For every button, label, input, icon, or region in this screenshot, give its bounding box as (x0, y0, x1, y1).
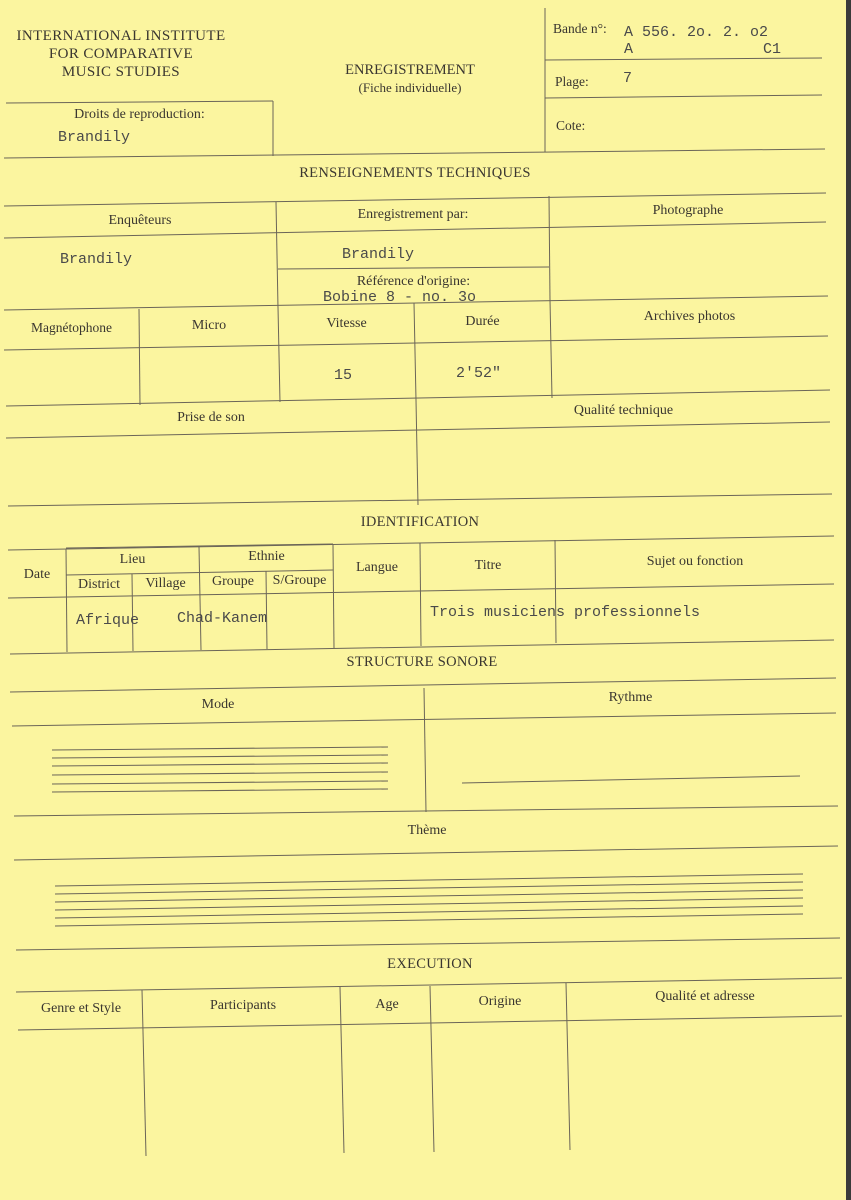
ethnie-label: Ethnie (248, 549, 285, 564)
bande-value-line2a: A (624, 41, 634, 58)
langue-label: Langue (356, 560, 398, 575)
mode-label: Mode (201, 697, 235, 712)
bande-label: Bande n°: (553, 21, 607, 36)
bande-value-line2b: C1 (763, 41, 782, 58)
section-technique: RENSEIGNEMENTS TECHNIQUES (299, 165, 531, 181)
form-subtitle: (Fiche individuelle) (358, 80, 462, 95)
micro-label: Micro (191, 318, 227, 333)
rythme-label: Rythme (608, 690, 653, 705)
section-execution: EXECUTION (387, 956, 473, 972)
ethnie-value: Chad-Kanem (177, 610, 268, 627)
droits-label: Droits de reproduction: (74, 107, 205, 122)
magnetophone-label: Magnétophone (31, 320, 112, 335)
qualite-technique-label: Qualité technique (573, 403, 674, 418)
participants-label: Participants (209, 998, 277, 1013)
prise-label: Prise de son (177, 410, 245, 425)
enregistrement-value: Brandily (342, 246, 415, 263)
droits-value: Brandily (58, 129, 131, 146)
qualite-adresse-label: Qualité et adresse (655, 989, 755, 1004)
institute-name-line2: FOR COMPARATIVE (48, 46, 194, 62)
plage-value: 7 (623, 70, 633, 87)
titre-label: Titre (474, 558, 502, 573)
genre-label: Genre et Style (40, 1001, 122, 1016)
institute-name-line1: INTERNATIONAL INSTITUTE (16, 28, 226, 44)
origine-label: Origine (478, 994, 522, 1009)
reference-label: Référence d'origine: (356, 274, 471, 289)
archives-label: Archives photos (643, 309, 736, 324)
district-label: District (78, 577, 120, 592)
section-identification: IDENTIFICATION (360, 514, 480, 530)
enregistrement-label: Enregistrement par: (357, 207, 469, 222)
institute-name-line3: MUSIC STUDIES (61, 64, 181, 80)
section-structure: STRUCTURE SONORE (346, 654, 498, 670)
enqueteurs-value: Brandily (60, 251, 133, 268)
plage-label: Plage: (555, 74, 589, 89)
village-label: Village (145, 576, 186, 591)
theme-label: Thème (407, 823, 447, 838)
card-edge (846, 0, 851, 1200)
enqueteurs-label: Enquêteurs (108, 213, 172, 228)
photographe-label: Photographe (652, 203, 724, 218)
duree-value: 2'52" (456, 365, 502, 382)
titre-value: Trois musiciens professionnels (430, 604, 701, 621)
sujet-label: Sujet ou fonction (646, 554, 744, 569)
sgroupe-label: S/Groupe (272, 573, 327, 588)
bande-value-line1: A 556. 2o. 2. o2 (624, 24, 769, 41)
groupe-label: Groupe (212, 574, 254, 589)
date-label: Date (23, 567, 51, 582)
lieu-value: Afrique (76, 612, 140, 629)
cote-label: Cote: (556, 118, 586, 133)
vitesse-label: Vitesse (326, 316, 367, 331)
form-title: ENREGISTREMENT (345, 62, 475, 78)
vitesse-value: 15 (334, 367, 353, 384)
duree-label: Durée (465, 314, 500, 329)
reference-value: Bobine 8 - no. 3o (323, 289, 477, 306)
age-label: Age (375, 997, 399, 1012)
lieu-label: Lieu (119, 552, 146, 567)
